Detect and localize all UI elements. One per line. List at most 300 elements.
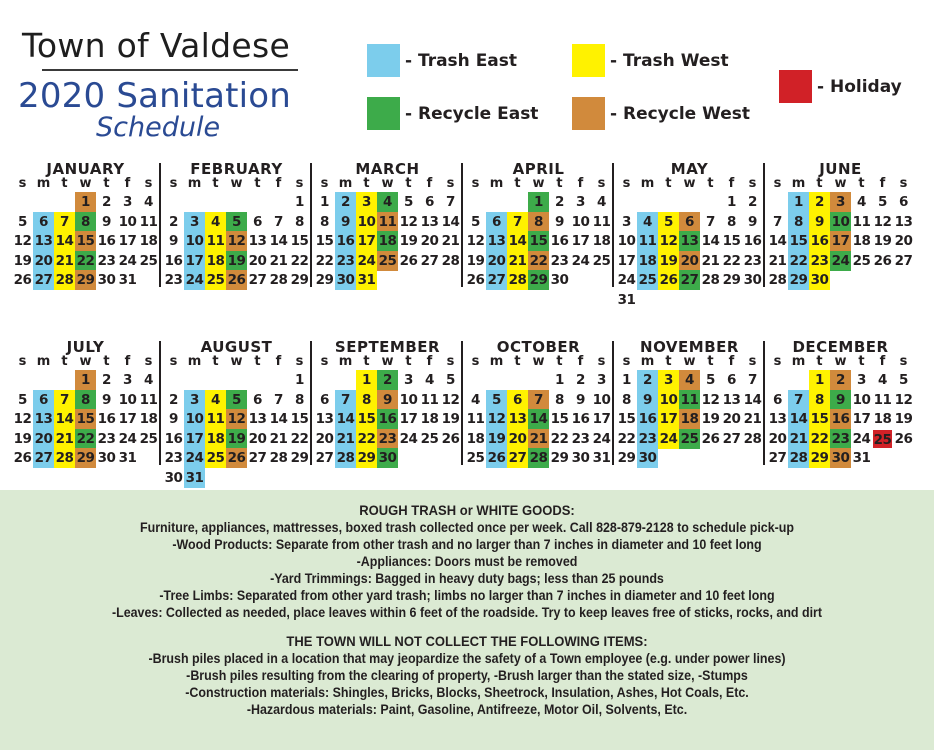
- weekday-label: m: [791, 176, 806, 191]
- day-cell: 25: [139, 430, 158, 447]
- weekday-label: t: [556, 354, 563, 369]
- day-cell-recycle-west: 12: [227, 411, 246, 427]
- not-collected-line: -Brush piles placed in a location that may jeopardize the safety of a Town employee (e.g. under power lines): [148, 651, 786, 666]
- weekday-label: t: [816, 354, 823, 369]
- day-cell: 24: [118, 252, 137, 269]
- day-cell-trash-east: 7: [788, 390, 809, 410]
- month-april: [461, 160, 611, 290]
- day-cell-trash-east: 9: [637, 390, 658, 410]
- day-cell-recycle-east: 25: [680, 430, 699, 447]
- day-cell: 15: [722, 233, 741, 249]
- weekday-label: s: [320, 354, 329, 369]
- weekday-label: w: [79, 176, 92, 191]
- day-cell: 10: [571, 213, 590, 230]
- month-divider: [612, 341, 614, 465]
- weekday-label: w: [532, 354, 545, 369]
- day-cell: 23: [743, 252, 762, 269]
- day-cell: 2: [555, 194, 564, 210]
- day-cell: 1: [555, 372, 564, 388]
- legend-label: - Trash East: [405, 50, 518, 71]
- day-cell-recycle-east: 5: [226, 390, 247, 410]
- day-cell: 17: [852, 411, 871, 427]
- weekday-label: s: [748, 354, 757, 369]
- day-cell-trash-west: 13: [508, 411, 527, 427]
- day-cell-trash-west: 24: [357, 252, 376, 269]
- day-cell: 7: [748, 372, 757, 388]
- day-cell: 23: [164, 450, 183, 466]
- day-cell: 14: [701, 233, 720, 249]
- day-cell: 20: [248, 252, 267, 269]
- day-cell: 14: [743, 391, 762, 408]
- weekday-label: w: [683, 354, 696, 369]
- day-cell: 7: [773, 213, 782, 230]
- day-cell: 19: [13, 252, 32, 269]
- weekday-label: f: [728, 176, 735, 191]
- day-cell: 28: [269, 450, 288, 466]
- weekday-label: t: [665, 354, 672, 369]
- day-cell-trash-west: 11: [206, 411, 225, 427]
- month-title: DECEMBER: [792, 338, 889, 356]
- rough-trash-line: -Wood Products: Separate from other trash and no larger than 7 inches in diameter and 10 feet long: [172, 537, 762, 552]
- day-cell-recycle-east: 4: [377, 192, 398, 212]
- day-cell-trash-east: 26: [487, 450, 506, 466]
- day-cell: 17: [592, 411, 611, 427]
- weekday-label: t: [858, 176, 865, 191]
- day-cell: 13: [722, 391, 741, 408]
- day-cell-trash-west: 17: [659, 411, 678, 427]
- weekday-label: s: [597, 354, 606, 369]
- day-cell: 22: [550, 430, 569, 447]
- day-cell: 15: [617, 411, 636, 427]
- day-cell-trash-east: 23: [638, 430, 657, 447]
- day-cell: 6: [773, 391, 782, 408]
- day-cell: 7: [446, 194, 455, 210]
- trash-west-swatch-icon: [572, 44, 605, 77]
- day-cell-trash-east: 12: [487, 411, 506, 427]
- day-cell: 6: [253, 391, 262, 408]
- day-cell-trash-west: 3: [356, 192, 377, 212]
- day-cell: 21: [269, 252, 288, 269]
- weekday-label: s: [295, 354, 304, 369]
- day-cell-trash-east: 27: [34, 450, 53, 466]
- day-cell: 5: [18, 391, 27, 408]
- day-cell: 2: [102, 372, 111, 388]
- month-divider: [159, 163, 161, 287]
- recycle-west-swatch-icon: [572, 97, 605, 130]
- day-cell: 13: [248, 233, 267, 249]
- weekday-label: f: [577, 176, 584, 191]
- day-cell-trash-west: 18: [206, 252, 225, 269]
- day-cell: 12: [894, 391, 913, 408]
- day-cell: 20: [722, 411, 741, 427]
- day-cell-trash-west: 1: [809, 370, 830, 390]
- weekday-label: s: [144, 354, 153, 369]
- day-cell: 18: [592, 233, 611, 249]
- day-cell: 15: [550, 411, 569, 427]
- weekday-label: m: [187, 176, 202, 191]
- day-cell: 18: [139, 411, 158, 427]
- day-cell-trash-west: 28: [55, 272, 74, 288]
- day-cell: 10: [118, 391, 137, 408]
- day-cell-trash-east: 13: [34, 411, 53, 427]
- day-cell-trash-west: 9: [809, 212, 830, 232]
- day-cell-recycle-east: 5: [226, 212, 247, 232]
- day-cell: 31: [617, 291, 636, 308]
- day-cell-trash-east: 13: [34, 233, 53, 249]
- day-cell-trash-west: 29: [810, 450, 829, 466]
- day-cell-trash-west: 7: [54, 390, 75, 410]
- day-cell-trash-west: 4: [205, 390, 226, 410]
- day-cell: 11: [466, 411, 485, 427]
- rough-trash-line: -Yard Trimmings: Bagged in heavy duty bags; less than 25 pounds: [270, 571, 664, 586]
- weekday-label: t: [61, 354, 68, 369]
- weekday-label: m: [36, 354, 51, 369]
- day-cell: 26: [894, 430, 913, 447]
- day-cell: 2: [169, 213, 178, 230]
- day-cell-trash-east: 6: [33, 212, 54, 232]
- month-title: JULY: [66, 338, 105, 356]
- weekday-label: s: [899, 354, 908, 369]
- weekday-label: s: [471, 354, 480, 369]
- weekday-label: f: [577, 354, 584, 369]
- weekday-label: m: [640, 176, 655, 191]
- weekday-label: m: [187, 354, 202, 369]
- legend-label: - Trash West: [610, 50, 729, 71]
- month-august: [159, 338, 309, 486]
- day-cell-recycle-east: 23: [831, 430, 850, 447]
- day-cell: 10: [118, 213, 137, 230]
- day-cell: 20: [768, 430, 787, 447]
- weekday-label: f: [879, 354, 886, 369]
- day-cell: 27: [894, 252, 913, 269]
- day-cell-trash-west: 30: [810, 272, 829, 288]
- weekday-label: m: [640, 354, 655, 369]
- day-cell: 10: [617, 233, 636, 249]
- day-cell-trash-west: 23: [810, 252, 829, 269]
- day-cell-trash-east: 17: [185, 252, 204, 269]
- day-cell: 4: [144, 372, 153, 388]
- weekday-label: t: [707, 176, 714, 191]
- day-cell-trash-west: 2: [809, 192, 830, 212]
- day-cell: 1: [295, 372, 304, 388]
- legend-label: - Holiday: [817, 76, 902, 97]
- day-cell-recycle-west: 1: [75, 370, 96, 390]
- day-cell: 30: [164, 469, 183, 486]
- day-cell: 8: [622, 391, 631, 408]
- weekday-label: w: [230, 354, 243, 369]
- day-cell-trash-east: 30: [638, 450, 657, 466]
- day-cell-recycle-west: 21: [529, 430, 548, 447]
- weekday-label: t: [707, 354, 714, 369]
- day-cell-holiday: 25: [872, 429, 893, 449]
- weekday-label: s: [899, 176, 908, 191]
- day-cell-trash-east: 21: [789, 430, 808, 447]
- day-cell: 4: [857, 194, 866, 210]
- day-cell-trash-east: 30: [336, 272, 355, 288]
- month-title: APRIL: [512, 160, 565, 178]
- day-cell: 27: [722, 430, 741, 447]
- day-cell: 24: [399, 430, 418, 447]
- day-cell: 12: [466, 233, 485, 249]
- weekday-label: s: [622, 176, 631, 191]
- weekday-label: w: [381, 176, 394, 191]
- weekday-label: s: [773, 176, 782, 191]
- month-june: [763, 160, 913, 290]
- day-cell: 9: [555, 213, 564, 230]
- day-cell-trash-west: 26: [659, 272, 678, 288]
- day-cell: 17: [118, 233, 137, 249]
- weekday-label: w: [834, 176, 847, 191]
- day-cell-trash-west: 14: [55, 233, 74, 249]
- weekday-label: s: [18, 176, 27, 191]
- day-cell-trash-east: 14: [336, 411, 355, 427]
- day-cell: 2: [102, 194, 111, 210]
- weekday-label: t: [212, 354, 219, 369]
- day-cell: 1: [727, 194, 736, 210]
- day-cell: 18: [420, 411, 439, 427]
- month-march: [310, 160, 460, 290]
- day-cell: 30: [97, 450, 116, 466]
- day-cell: 29: [290, 272, 309, 288]
- month-july: [8, 338, 158, 468]
- day-cell: 5: [899, 372, 908, 388]
- weekday-label: s: [144, 176, 153, 191]
- day-cell: 10: [592, 391, 611, 408]
- day-cell-recycle-east: 22: [76, 252, 95, 269]
- day-cell: 3: [123, 194, 132, 210]
- day-cell: 31: [852, 450, 871, 466]
- month-title: NOVEMBER: [640, 338, 739, 356]
- day-cell-trash-east: 5: [486, 390, 507, 410]
- day-cell: 23: [97, 252, 116, 269]
- day-cell-recycle-west: 8: [528, 212, 549, 232]
- weekday-label: w: [532, 176, 545, 191]
- day-cell: 7: [706, 213, 715, 230]
- day-cell: 6: [727, 372, 736, 388]
- day-cell: 11: [873, 391, 892, 408]
- weekday-label: s: [320, 176, 329, 191]
- day-cell-recycle-east: 2: [377, 370, 398, 390]
- day-cell-trash-west: 15: [357, 411, 376, 427]
- month-december: [763, 338, 913, 468]
- day-cell-trash-east: 22: [789, 252, 808, 269]
- not-collected-line: -Hazardous materials: Paint, Gasoline, Antifreeze, Motor Oil, Solvents, Etc.: [246, 702, 688, 717]
- weekday-label: s: [169, 354, 178, 369]
- day-cell-trash-west: 4: [205, 212, 226, 232]
- legend-item-holiday: [779, 70, 902, 103]
- day-cell: 28: [441, 252, 460, 269]
- weekday-label: s: [471, 176, 480, 191]
- day-cell: 14: [269, 233, 288, 249]
- day-cell: 23: [571, 430, 590, 447]
- month-february: [159, 160, 309, 290]
- day-cell-recycle-east: 14: [529, 411, 548, 427]
- day-cell: 14: [768, 233, 787, 249]
- day-cell-trash-west: 5: [658, 212, 679, 232]
- day-cell-recycle-west: 29: [76, 450, 95, 466]
- day-cell: 9: [102, 391, 111, 408]
- day-cell-recycle-west: 20: [680, 252, 699, 269]
- day-cell-trash-west: 10: [357, 213, 376, 230]
- day-cell: 21: [441, 233, 460, 249]
- day-cell-recycle-east: 13: [680, 233, 699, 249]
- day-cell-recycle-east: 24: [831, 252, 850, 269]
- day-cell-trash-east: 9: [335, 212, 356, 232]
- day-cell-trash-east: 14: [789, 411, 808, 427]
- day-cell-trash-west: 28: [508, 272, 527, 288]
- day-cell: 6: [253, 213, 262, 230]
- day-cell: 13: [894, 213, 913, 230]
- legend-item-recycle-west: [572, 97, 750, 130]
- weekday-label: t: [254, 354, 261, 369]
- legend-item-trash-east: [367, 44, 517, 77]
- day-cell-trash-west: 18: [206, 430, 225, 447]
- day-cell: 4: [425, 372, 434, 388]
- day-cell-trash-east: 1: [788, 192, 809, 212]
- day-cell-trash-west: 1: [356, 370, 377, 390]
- day-cell: 6: [899, 194, 908, 210]
- day-cell-recycle-west: 17: [831, 233, 850, 249]
- day-cell: 16: [164, 430, 183, 447]
- day-cell-trash-west: 11: [206, 233, 225, 249]
- month-title: OCTOBER: [496, 338, 581, 356]
- month-november: [612, 338, 762, 468]
- day-cell: 24: [592, 430, 611, 447]
- holiday-swatch-icon: [779, 70, 812, 103]
- day-cell: 17: [571, 233, 590, 249]
- day-cell-recycle-west: 30: [831, 450, 850, 466]
- page-subtitle: Schedule: [96, 112, 221, 143]
- weekday-label: w: [683, 176, 696, 191]
- day-cell-trash-west: 27: [508, 450, 527, 466]
- month-divider: [763, 341, 765, 465]
- day-cell-recycle-west: 18: [680, 411, 699, 427]
- day-cell: 13: [315, 411, 334, 427]
- day-cell: 24: [571, 252, 590, 269]
- day-cell: 11: [852, 213, 871, 230]
- day-cell-trash-west: 14: [55, 411, 74, 427]
- day-cell-recycle-east: 1: [528, 192, 549, 212]
- day-cell-trash-east: 27: [34, 272, 53, 288]
- day-cell: 29: [550, 450, 569, 466]
- day-cell: 12: [873, 213, 892, 230]
- day-cell: 18: [873, 411, 892, 427]
- day-cell-trash-west: 19: [659, 252, 678, 269]
- day-cell-recycle-east: 8: [75, 212, 96, 232]
- day-cell-recycle-east: 18: [378, 233, 397, 249]
- day-cell: 29: [315, 272, 334, 288]
- day-cell: 20: [420, 233, 439, 249]
- weekday-label: s: [446, 354, 455, 369]
- day-cell: 9: [102, 213, 111, 230]
- day-cell-trash-east: 13: [487, 233, 506, 249]
- weekday-label: t: [665, 176, 672, 191]
- day-cell: 31: [118, 450, 137, 466]
- day-cell-trash-east: 3: [184, 390, 205, 410]
- day-cell-recycle-east: 11: [680, 391, 699, 408]
- day-cell-trash-east: 18: [638, 252, 657, 269]
- not-collected-line: -Construction materials: Shingles, Bricks, Blocks, Sheetrock, Insulation, Ashes, Hot Coals, Etc.: [185, 685, 749, 700]
- day-cell-recycle-west: 16: [831, 411, 850, 427]
- day-cell-recycle-east: 22: [76, 430, 95, 447]
- day-cell-trash-east: 4: [637, 212, 658, 232]
- day-cell: 8: [555, 391, 564, 408]
- day-cell: 24: [852, 430, 871, 447]
- day-cell-trash-east: 3: [184, 212, 205, 232]
- day-cell-trash-west: 3: [658, 370, 679, 390]
- day-cell-recycle-west: 15: [76, 233, 95, 249]
- day-cell: 11: [592, 213, 611, 230]
- legend-item-trash-west: [572, 44, 729, 77]
- trash-east-swatch-icon: [367, 44, 400, 77]
- day-cell: 13: [420, 213, 439, 230]
- day-cell-recycle-east: 29: [529, 272, 548, 288]
- day-cell-trash-west: 17: [357, 233, 376, 249]
- weekday-label: t: [514, 354, 521, 369]
- rough-trash-heading: ROUGH TRASH or WHITE GOODS:: [359, 502, 575, 518]
- day-cell-trash-east: 25: [638, 272, 657, 288]
- day-cell-recycle-east: 15: [529, 233, 548, 249]
- day-cell: 3: [597, 372, 606, 388]
- day-cell-trash-east: 10: [185, 411, 204, 427]
- weekday-label: t: [103, 176, 110, 191]
- day-cell: 30: [571, 450, 590, 466]
- month-divider: [461, 163, 463, 287]
- day-cell: 19: [399, 233, 418, 249]
- day-cell-trash-east: 2: [637, 370, 658, 390]
- day-cell: 31: [118, 272, 137, 288]
- day-cell: 13: [768, 411, 787, 427]
- day-cell: 6: [320, 391, 329, 408]
- day-cell-trash-west: 22: [810, 430, 829, 447]
- day-cell: 12: [701, 391, 720, 408]
- month-title: JUNE: [819, 160, 862, 178]
- day-cell-recycle-west: 7: [528, 390, 549, 410]
- weekday-label: m: [791, 354, 806, 369]
- day-cell-trash-east: 23: [336, 252, 355, 269]
- day-cell-trash-west: 15: [810, 411, 829, 427]
- page-title: 2020 Sanitation: [18, 76, 292, 116]
- day-cell: 23: [164, 272, 183, 288]
- legend-label: - Recycle East: [405, 103, 539, 124]
- month-january: [8, 160, 158, 290]
- day-cell: 16: [571, 411, 590, 427]
- weekday-label: f: [124, 354, 131, 369]
- weekday-label: f: [426, 176, 433, 191]
- day-cell-trash-east: 21: [336, 430, 355, 447]
- day-cell-recycle-east: 19: [227, 252, 246, 269]
- weekday-label: f: [275, 354, 282, 369]
- day-cell: 18: [852, 233, 871, 249]
- day-cell: 1: [622, 372, 631, 388]
- day-cell-trash-west: 7: [54, 212, 75, 232]
- day-cell: 27: [315, 450, 334, 466]
- month-divider: [763, 163, 765, 287]
- day-cell: 28: [269, 272, 288, 288]
- weekday-label: t: [103, 354, 110, 369]
- day-cell-trash-west: 29: [357, 450, 376, 466]
- weekday-label: m: [338, 176, 353, 191]
- day-cell-trash-east: 11: [638, 233, 657, 249]
- day-cell: 26: [13, 272, 32, 288]
- day-cell: 3: [404, 372, 413, 388]
- day-cell-recycle-east: 16: [378, 411, 397, 427]
- day-cell-trash-west: 21: [55, 252, 74, 269]
- day-cell: 20: [894, 233, 913, 249]
- day-cell: 21: [768, 252, 787, 269]
- rough-trash-line: -Leaves: Collected as needed, place leaves within 6 feet of the roadside. Try to keep leaves free of sticks, rocks, and dirt: [111, 605, 823, 620]
- day-cell: 31: [592, 450, 611, 466]
